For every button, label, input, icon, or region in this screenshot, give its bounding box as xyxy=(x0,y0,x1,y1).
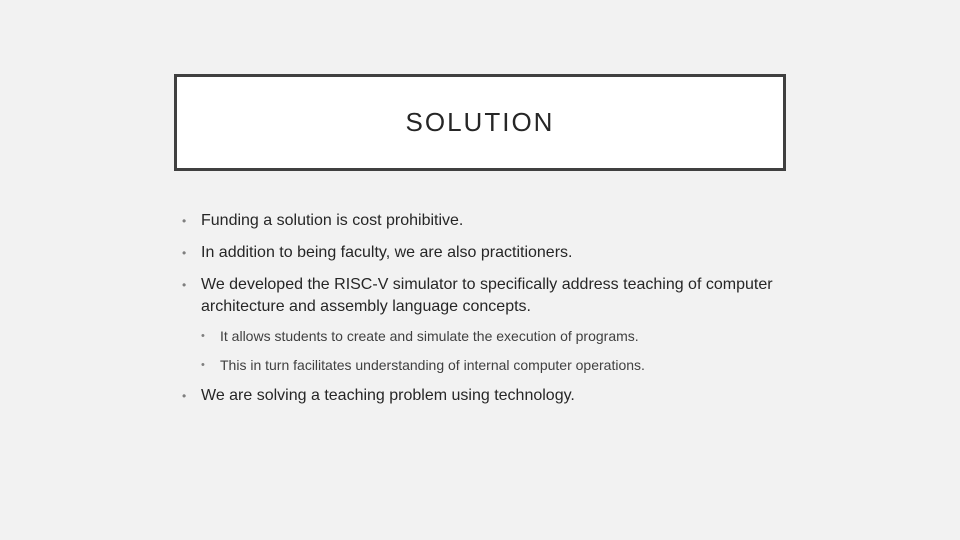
bullet-dot-icon: • xyxy=(182,389,187,403)
bullet-text: In addition to being faculty, we are also practitioners. xyxy=(201,244,573,261)
bullet-text: We are solving a teaching problem using technology. xyxy=(201,387,575,404)
bullet-dot-icon: • xyxy=(182,214,187,228)
sub-bullet-list xyxy=(182,326,782,375)
bullet-dot-icon: • xyxy=(201,359,205,371)
bullet-text: Funding a solution is cost prohibitive. xyxy=(201,212,464,229)
sub-bullet-text: This in turn facilitates understanding of internal computer operations. xyxy=(220,357,645,373)
slide-title: SOLUTION xyxy=(405,107,555,137)
bullet-text: We developed the RISC-V simulator to specifically address teaching of computer architecture and assembly language concepts. xyxy=(201,276,773,315)
sub-bullet-item xyxy=(201,355,782,375)
bullet-dot-icon: • xyxy=(182,278,187,292)
bullet-item xyxy=(182,242,782,264)
sub-bullet-item xyxy=(201,326,782,346)
bullet-dot-icon: • xyxy=(182,246,187,260)
bullet-item xyxy=(182,210,782,232)
title-box xyxy=(174,74,786,171)
sub-bullet-text: It allows students to create and simulate the execution of programs. xyxy=(220,328,639,344)
bullet-item xyxy=(182,385,782,407)
bullet-item xyxy=(182,274,782,318)
bullet-dot-icon: • xyxy=(201,330,205,342)
bullet-list xyxy=(182,210,782,416)
